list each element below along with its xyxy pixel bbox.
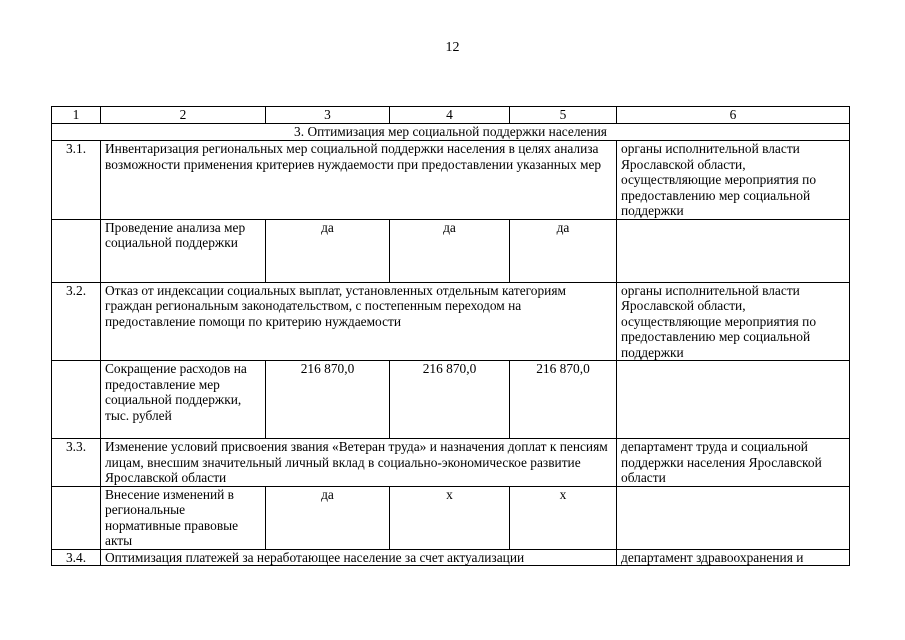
empty-cell [52,219,101,282]
table-row [52,141,850,220]
row-description: Отказ от индексации социальных выплат, установленных отдельным категориям граждан региональным законодательством, с постепенным переходом на предоставление помощи по критерию нуждаемости [101,282,617,361]
header-col-2: 2 [101,107,266,124]
row-responsible: департамент здравоохранения и [617,549,850,566]
value-year-3: х [510,486,617,549]
header-col-3: 3 [266,107,390,124]
table-row-indicator [52,219,850,282]
row-indicator: Внесение изменений в региональные нормативные правовые акты [101,486,266,549]
row-responsible: департамент труда и социальной поддержки населения Ярославской области [617,439,850,487]
section-title-row [52,124,850,141]
value-year-3: 216 870,0 [510,361,617,439]
empty-cell [52,361,101,439]
value-year-3: да [510,219,617,282]
value-year-2: да [390,219,510,282]
value-year-1: да [266,219,390,282]
empty-cell [617,361,850,439]
row-responsible: органы исполнительной власти Ярославской области, осуществляющие мероприятия по предоставлению мер социальной поддержки [617,141,850,220]
empty-cell [617,219,850,282]
table-row-indicator [52,361,850,439]
row-indicator: Сокращение расходов на предоставление мер социальной поддержки, тыс. рублей [101,361,266,439]
empty-cell [617,486,850,549]
row-number: 3.4. [52,549,101,566]
row-number: 3.2. [52,282,101,361]
table-row-indicator [52,486,850,549]
row-number: 3.3. [52,439,101,487]
row-description: Изменение условий присвоения звания «Ветеран труда» и назначения доплат к пенсиям лицам, внесшим значительный личный вклад в социально-экономическое развитие Ярославской области [101,439,617,487]
header-col-5: 5 [510,107,617,124]
value-year-1: 216 870,0 [266,361,390,439]
row-number: 3.1. [52,141,101,220]
value-year-1: да [266,486,390,549]
row-description: Оптимизация платежей за неработающее население за счет актуализации [101,549,617,566]
empty-cell [52,486,101,549]
section-title: 3. Оптимизация мер социальной поддержки населения [52,124,850,141]
measures-table [51,106,850,566]
header-col-1: 1 [52,107,101,124]
row-description: Инвентаризация региональных мер социальной поддержки населения в целях анализа возможности применения критериев нуждаемости при предоставлении указанных мер [101,141,617,220]
table-row [52,282,850,361]
table-row [52,439,850,487]
table-row [52,549,850,566]
table-header-row [52,107,850,124]
row-responsible: органы исполнительной власти Ярославской области, осуществляющие мероприятия по предоставлению мер социальной поддержки [617,282,850,361]
header-col-4: 4 [390,107,510,124]
row-indicator: Проведение анализа мер социальной поддержки [101,219,266,282]
value-year-2: 216 870,0 [390,361,510,439]
value-year-2: х [390,486,510,549]
header-col-6: 6 [617,107,850,124]
page-number: 12 [445,40,460,55]
